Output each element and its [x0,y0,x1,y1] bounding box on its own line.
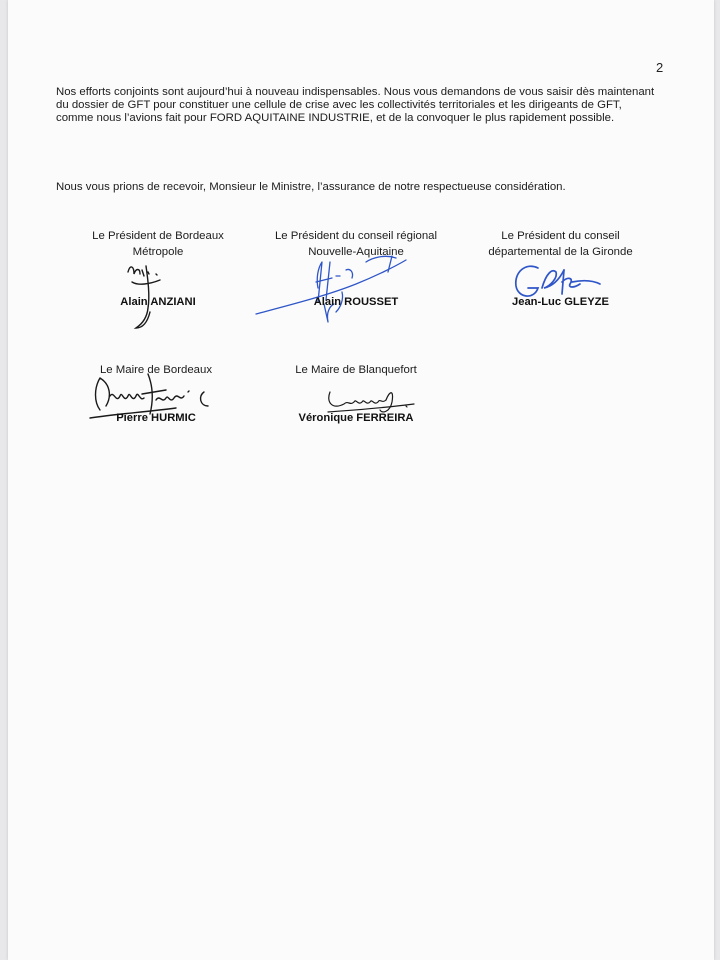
signatory-title-line1: Le Président du conseil [501,230,620,242]
signatory-name: Jean-Luc GLEYZE [512,296,609,308]
signatory-title-line1: Le Maire de Blanquefort [295,364,417,376]
signature-block-bordeaux-mayor [56,362,256,424]
signatory-name: Alain ANZIANI [120,296,196,308]
body-paragraph-closing: Nous vous prions de recevoir, Monsieur le Ministre, l’assurance de notre respectueuse considération. [56,181,566,193]
signature-block-blanquefort-mayor [256,362,456,424]
signatory-name: Pierre HURMIC [116,412,196,424]
signatory-title-line1: Le Président du conseil régional [274,230,438,242]
signatory-title-line1: Le Président de Bordeaux [92,230,224,242]
signatory-title-line1: Le Maire de Bordeaux [99,364,213,376]
handwritten-signature-rousset [246,248,416,328]
signature-block-region-president [246,228,466,308]
signatory-name: Alain ROUSSET [313,296,399,308]
signatory-name: Véronique FERREIRA [298,412,414,424]
signatory-title-line2: Nouvelle-Aquitaine [308,246,404,258]
signature-block-metropole-president [58,228,258,308]
signature-block-gironde-president [448,228,673,308]
signatory-title-line2: Métropole [132,246,184,258]
letter-page [8,0,714,960]
signatory-title-line2: départemental de la Gironde [488,246,633,258]
body-paragraph-request: Nos efforts conjoints sont aujourd’hui à nouveau indispensables. Nous vous demandons de vous saisir dès maintenant du dossier de GFT pour constituer une cellule de crise avec les collectivités territoriales et les dirigeants de GFT, comme nous l’avions fait pour FORD AQUITAINE INDUSTRIE, et de la convoquer le plus rapidement possible. [56,86,655,125]
page-number: 2 [656,60,664,75]
